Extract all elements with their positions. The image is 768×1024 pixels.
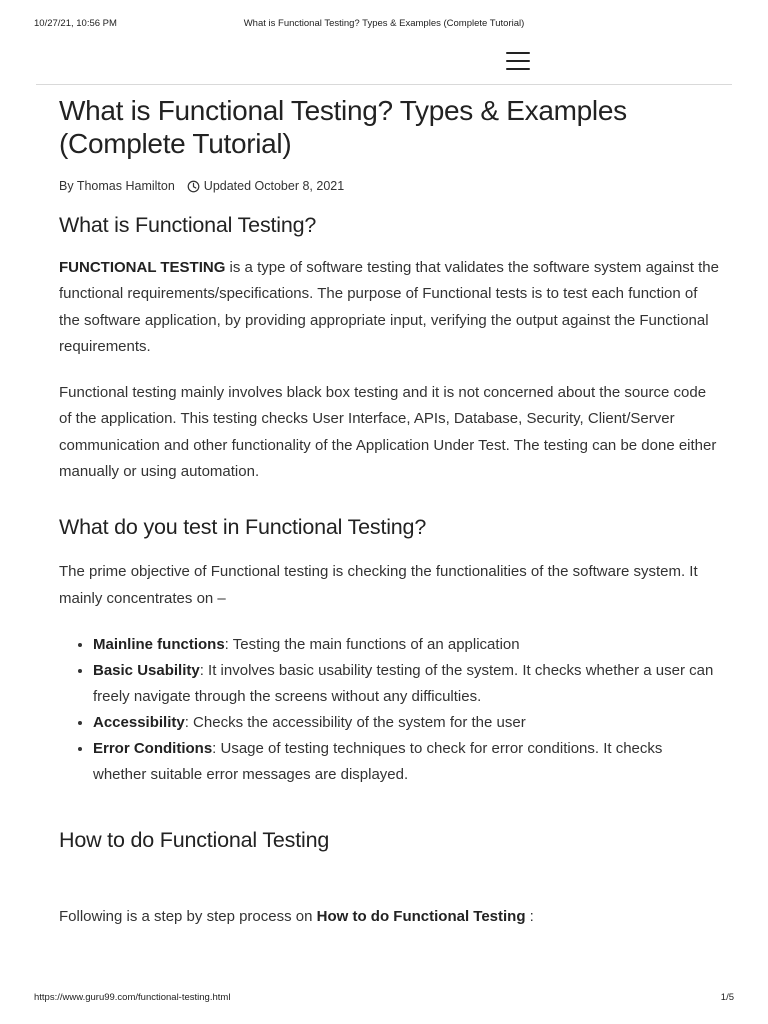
paragraph-definition: FUNCTIONAL TESTING is a type of software testing that validates the software system against the functional requirements/specifications. The purpose of Functional tests is to test each function of the software application, by providing appropriate input, verifying the output against the Functional requirements. — [59, 259, 719, 355]
updated-date: Updated October 8, 2021 — [203, 179, 345, 193]
author-link[interactable]: By Thomas Hamilton — [59, 179, 175, 193]
print-footer — [34, 992, 734, 1003]
page-title: What is Functional Testing? Types & Examples (Complete Tutorial) — [59, 95, 627, 159]
print-document-title: What is Functional Testing? Types & Examples (Complete Tutorial) — [243, 18, 525, 29]
focus-areas-list — [59, 632, 719, 788]
page-number: 1/5 — [720, 992, 734, 1003]
hamburger-menu-icon[interactable] — [506, 52, 530, 70]
paragraph-black-box: Functional testing mainly involves black box testing and it is not concerned about the source code of the application. This testing checks User Interface, APIs, Database, Security, Client/Server communication and other functionality of the Application Under Test. The testing can be done either manually or using automation. — [59, 384, 717, 481]
article — [59, 94, 719, 930]
header-divider — [36, 84, 732, 85]
list-item: • Mainline functions: Testing the main functions of an application — [93, 632, 719, 658]
clock-icon — [187, 180, 200, 193]
list-item: • Error Conditions: Usage of testing techniques to check for error conditions. It checks whether suitable error messages are displayed. — [93, 736, 719, 788]
print-header — [34, 18, 734, 29]
section-heading-what-is: What is Functional Testing? — [59, 213, 317, 237]
paragraph-steps-intro: Following is a step by step process on How to do Functional Testing : — [59, 907, 534, 925]
bold-term: FUNCTIONAL TESTING — [59, 259, 226, 276]
list-item: • Accessibility: Checks the accessibility of the system for the user — [93, 710, 719, 736]
print-datetime: 10/27/21, 10:56 PM — [34, 18, 117, 29]
page-url: https://www.guru99.com/functional-testing.html — [34, 992, 231, 1003]
list-item: • Basic Usability: It involves basic usability testing of the system. It checks whether a user can freely navigate through the screens without any difficulties. — [93, 658, 719, 710]
byline — [59, 179, 719, 193]
section-heading-how-to: How to do Functional Testing — [59, 827, 330, 852]
section-heading-what-to-test: What do you test in Functional Testing? — [59, 515, 427, 540]
paragraph-objective: The prime objective of Functional testing is checking the functionalities of the software system. It mainly concentrates on – — [59, 563, 698, 607]
bold-link: How to do Functional Testing — [316, 907, 526, 925]
